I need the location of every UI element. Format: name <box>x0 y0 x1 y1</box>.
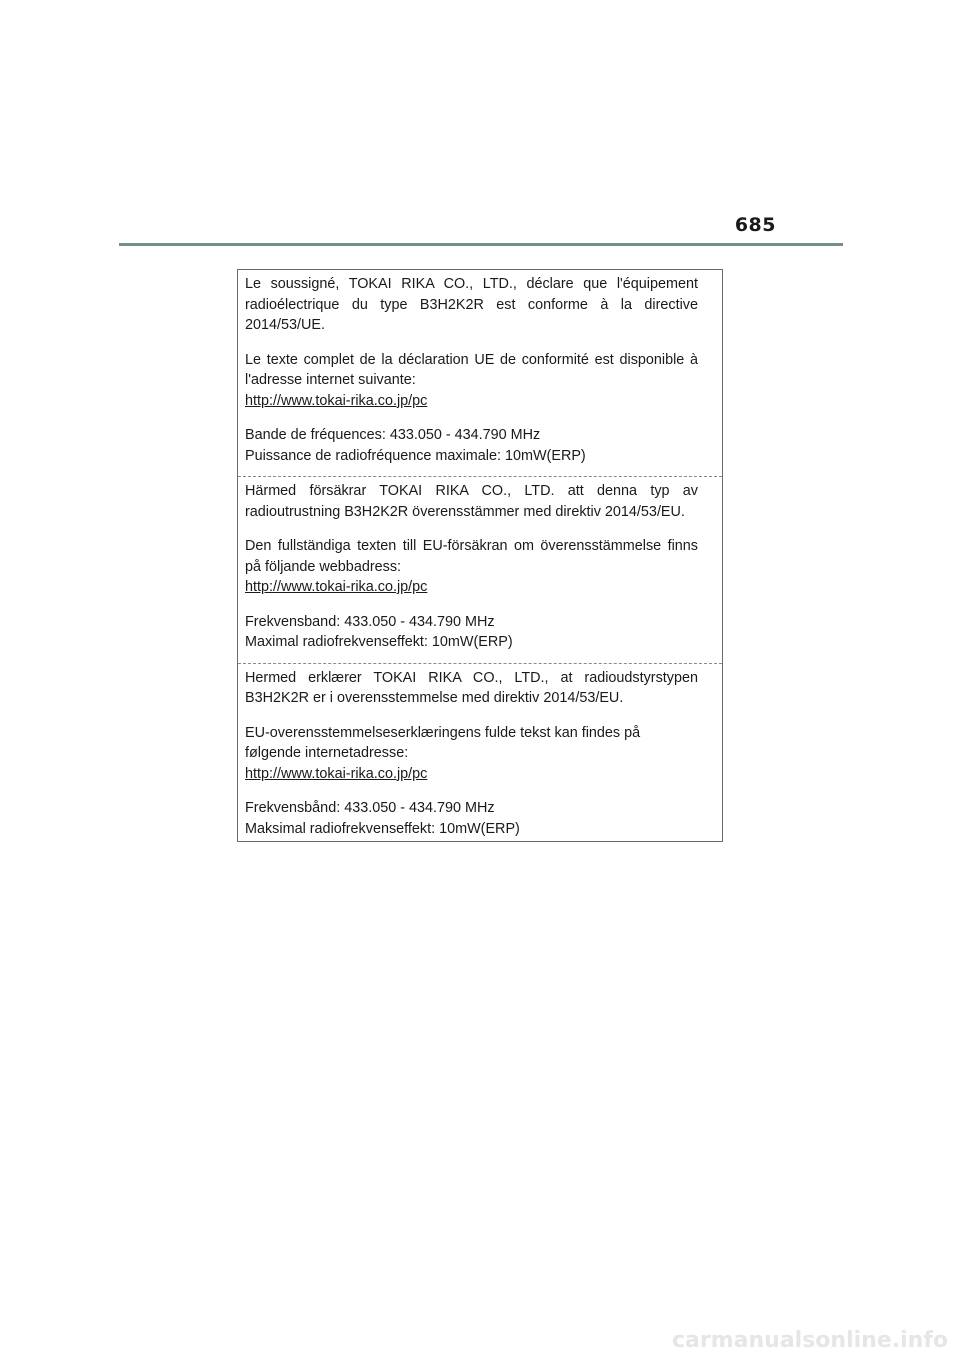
declaration-url-link[interactable]: http://www.tokai-rika.co.jp/pc <box>245 579 428 595</box>
max-power: Puissance de radiofréquence maximale: 10mW(ERP) <box>245 447 586 464</box>
declaration-box <box>237 269 723 842</box>
max-power: Maksimal radiofrekvenseffekt: 10mW(ERP) <box>245 820 520 837</box>
site-watermark: carmanualsonline.info <box>672 1328 948 1353</box>
max-power: Maximal radiofrekvenseffekt: 10mW(ERP) <box>245 634 513 650</box>
full-text-notice-line-1: EU-overensstemmelseserklæringens fulde tekst kan findes på <box>245 724 641 741</box>
declaration-intro: Härmed försäkrar TOKAI RIKA CO., LTD. att denna typ av radioutrustning B3H2K2R överensstämmer med direktiv 2014/53/EU. <box>245 483 698 520</box>
declaration-url-link[interactable]: http://www.tokai-rika.co.jp/pc <box>245 765 428 782</box>
declaration-french <box>238 270 722 477</box>
header-rule <box>119 243 843 246</box>
frequency-band: Bande de fréquences: 433.050 - 434.790 MHz <box>245 427 541 443</box>
declaration-swedish <box>238 477 722 664</box>
full-text-notice: Den fullständiga texten till EU-försäkran om överensstämmelse finns på följande webbadress: <box>245 538 698 575</box>
full-text-notice-line-2: følgende internetadresse: <box>245 745 409 761</box>
frequency-band: Frekvensband: 433.050 - 434.790 MHz <box>245 613 495 630</box>
declaration-intro: Le soussigné, TOKAI RIKA CO., LTD., déclare que l'équipement radioélectrique du type B3H2K2R est conforme à la directive 2014/53/UE. <box>245 276 698 333</box>
page-number: 685 <box>734 214 776 236</box>
full-text-notice: Le texte complet de la déclaration UE de conformité est disponible à l'adresse internet suivante: <box>245 351 698 388</box>
declaration-url-link[interactable]: http://www.tokai-rika.co.jp/pc <box>245 392 428 409</box>
declaration-intro: Hermed erklærer TOKAI RIKA CO., LTD., at radioudstyrstypen B3H2K2R er i overensstemmelse med direktiv 2014/53/EU. <box>245 669 698 706</box>
declaration-danish <box>238 664 722 842</box>
frequency-band: Frekvensbånd: 433.050 - 434.790 MHz <box>245 800 495 816</box>
